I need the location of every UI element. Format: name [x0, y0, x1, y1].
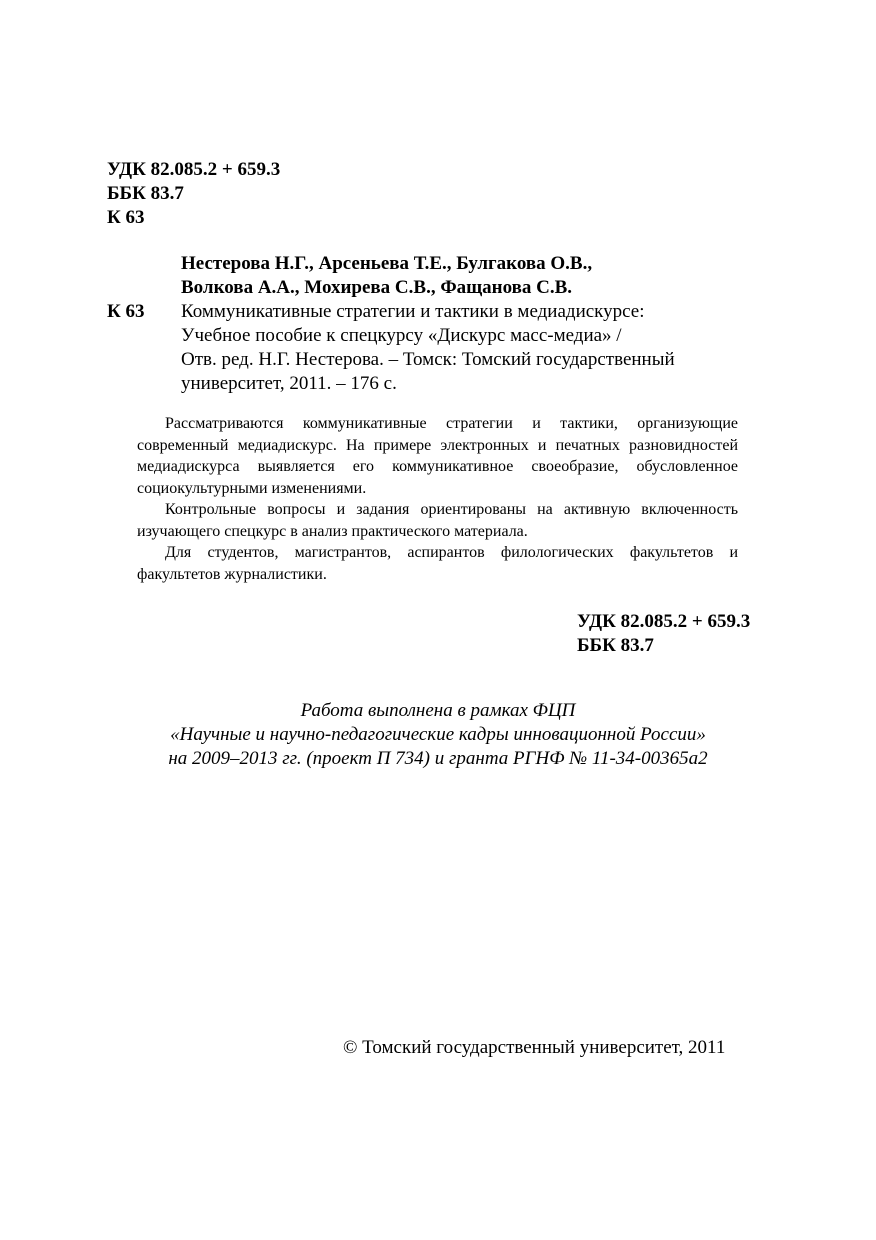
funding-note [0, 699, 876, 771]
bibliographic-line-3: Отв. ред. Н.Г. Нестерова. – Томск: Томский государственный [181, 349, 675, 370]
abstract [137, 413, 738, 585]
bbk-code-right: ББК 83.7 [577, 635, 654, 656]
udk-code-top: УДК 82.085.2 + 659.3 [107, 159, 281, 180]
funding-line-2: «Научные и научно-педагогические кадры инновационной России» [170, 724, 706, 745]
abstract-paragraph-3: Для студентов, магистрантов, аспирантов филологических факультетов и факультетов журналистики. [137, 544, 738, 583]
author-mark-left: К 63 [107, 301, 145, 322]
abstract-paragraph-2: Контрольные вопросы и задания ориентированы на активную включенность изучающего спецкурс в анализ практического материала. [137, 501, 738, 540]
funding-line-1: Работа выполнена в рамках ФЦП [300, 700, 576, 721]
bibliographic-line-4: университет, 2011. – 176 с. [181, 373, 397, 394]
authors-line-1: Нестерова Н.Г., Арсеньева Т.Е., Булгакова О.В., [181, 253, 593, 274]
copyright-notice: © Томский государственный университет, 2011 [343, 1037, 726, 1058]
funding-line-3: на 2009–2013 гг. (проект П 734) и гранта РГНФ № 11-34-00365а2 [168, 748, 708, 769]
udk-code-right: УДК 82.085.2 + 659.3 [577, 611, 751, 632]
author-mark-top: К 63 [107, 207, 145, 228]
bbk-code-top: ББК 83.7 [107, 183, 184, 204]
bibliographic-line-2: Учебное пособие к спецкурсу «Дискурс масс-медиа» / [181, 325, 622, 346]
abstract-paragraph-1: Рассматриваются коммуникативные стратегии и тактики, организующие современный медиадискурс. На примере электронных и печатных разновидностей медиадискурса выявляется его коммуникативное своеобразие, обусловленное социокультурными изменениями. [137, 415, 738, 497]
authors-line-2: Волкова А.А., Мохирева С.В., Фащанова С.В. [181, 277, 573, 298]
bibliographic-line-1: Коммуникативные стратегии и тактики в медиадискурсе: [181, 301, 645, 322]
